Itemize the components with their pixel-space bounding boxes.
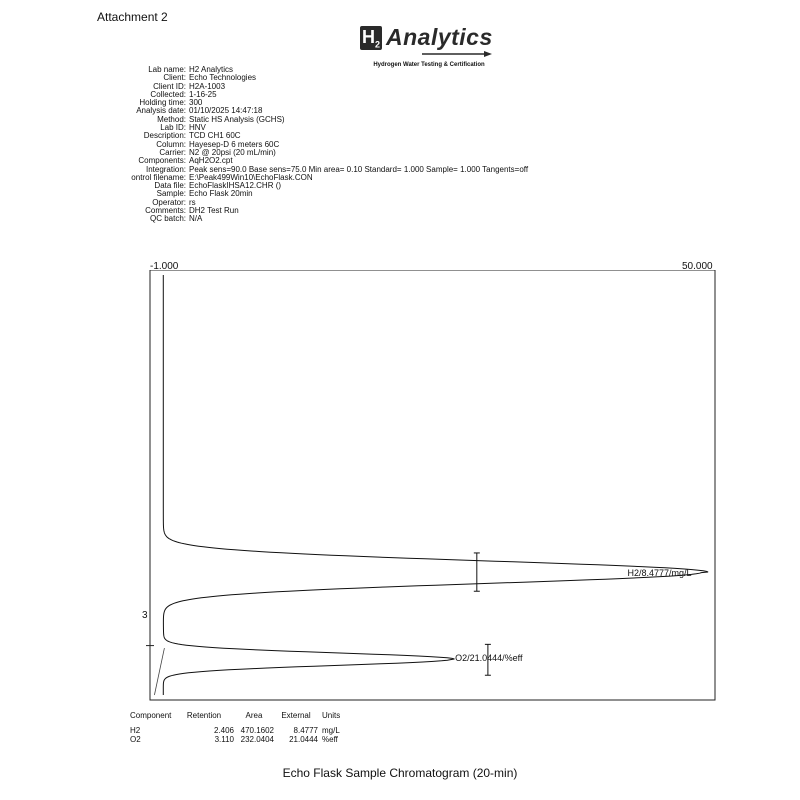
metadata-value: Hayesep-D 6 meters 60C (189, 139, 280, 149)
table-row (130, 735, 352, 744)
cell-units: %eff (322, 735, 338, 744)
metadata-value: E:\Peak499Win10\EchoFlask.CON (189, 172, 313, 182)
metadata-label: Client ID: (153, 81, 186, 91)
metadata-value: Static HS Analysis (GCHS) (189, 114, 285, 124)
table-row (130, 726, 352, 735)
metadata-value: H2A-1003 (189, 81, 226, 91)
metadata-label: Collected: (150, 89, 186, 99)
figure-caption: Echo Flask Sample Chromatogram (20-min) (282, 766, 518, 780)
metadata-label: Components: (138, 156, 186, 166)
metadata-value: Peak sens=90.0 Base sens=75.0 Min area= 0.10 Standard= 1.000 Sample= 1.000 Tangents=off (189, 164, 529, 174)
cell-area: 232.0404 (240, 735, 274, 744)
col-retention: Retention (186, 711, 222, 720)
metadata-label: Method: (157, 114, 186, 124)
cell-component: O2 (130, 735, 141, 744)
results-table (130, 711, 352, 744)
metadata-value: 300 (189, 98, 203, 108)
signal-axis-max: 50.000 (682, 261, 713, 272)
cell-retention: 3.110 (214, 735, 234, 744)
metadata-label: Sample: (156, 189, 186, 199)
logo-brand-text: Analytics (386, 24, 493, 50)
chromatogram-trace (163, 275, 708, 695)
metadata-value: HNV (189, 123, 206, 133)
metadata-value: N2 @ 20psi (20 mL/min) (189, 147, 276, 157)
cell-component: H2 (130, 726, 141, 735)
results-header (130, 711, 352, 720)
metadata-label: Operator: (152, 197, 186, 207)
integration-marker-h2 (474, 553, 480, 591)
metadata-label: Client: (163, 73, 186, 83)
plot-frame (150, 270, 715, 700)
time-tick-label: 3 (142, 610, 148, 621)
logo-tagline: Hydrogen Water Testing & Certification (373, 62, 485, 68)
metadata-label: Carrier: (159, 147, 186, 157)
metadata-row (100, 215, 528, 223)
cell-retention: 2.406 (213, 726, 234, 735)
metadata-label: Lab name: (148, 65, 186, 74)
chromatogram-chart (140, 270, 720, 710)
metadata-label: Integration: (145, 164, 186, 174)
report-metadata (100, 66, 528, 224)
col-component: Component (130, 711, 172, 720)
signal-axis-min: -1.000 (150, 261, 179, 272)
metadata-label: Column: (156, 139, 186, 149)
peak-label-o2: O2/21.0444/%eff (455, 653, 523, 664)
col-units: Units (322, 711, 341, 720)
attachment-label: Attachment 2 (97, 10, 168, 24)
h2-logo-mark: $H_2$ (361, 27, 380, 50)
metadata-value: TCD CH1 60C (189, 131, 241, 141)
metadata-value: 1-16-25 (189, 89, 217, 99)
metadata-label: Data file: (154, 181, 186, 191)
metadata-value: Echo Technologies (189, 73, 257, 83)
metadata-label: ontrol filename: (131, 172, 186, 182)
col-area: Area (245, 711, 263, 720)
metadata-label: Holding time: (139, 98, 186, 108)
cell-external: 21.0444 (289, 735, 318, 744)
cell-area: 470.1602 (240, 726, 274, 735)
metadata-label: Comments: (145, 206, 186, 216)
metadata-label: QC batch: (149, 214, 186, 224)
metadata-value: H2 Analytics (189, 65, 234, 74)
cell-external: 8.4777 (293, 726, 318, 735)
metadata-value: 01/10/2025 14:47:18 (189, 106, 263, 116)
metadata-value: Echo Flask 20min (189, 189, 253, 199)
col-external: External (281, 711, 311, 720)
metadata-value: DH2 Test Run (189, 206, 239, 216)
metadata-value: N/A (189, 214, 203, 224)
metadata-label: Description: (143, 131, 186, 141)
metadata-value: AqH2O2.cpt (189, 156, 233, 166)
metadata-value: EchoFlaskIHSA12.CHR () (189, 181, 282, 191)
metadata-label: Analysis date: (136, 106, 186, 116)
cell-units: mg/L (322, 726, 340, 735)
logo-arrow-icon (422, 51, 492, 57)
metadata-value: rs (189, 197, 196, 207)
peak-label-h2: H2/8.4777/mg/L (627, 568, 692, 579)
metadata-label: Lab ID: (160, 123, 186, 133)
